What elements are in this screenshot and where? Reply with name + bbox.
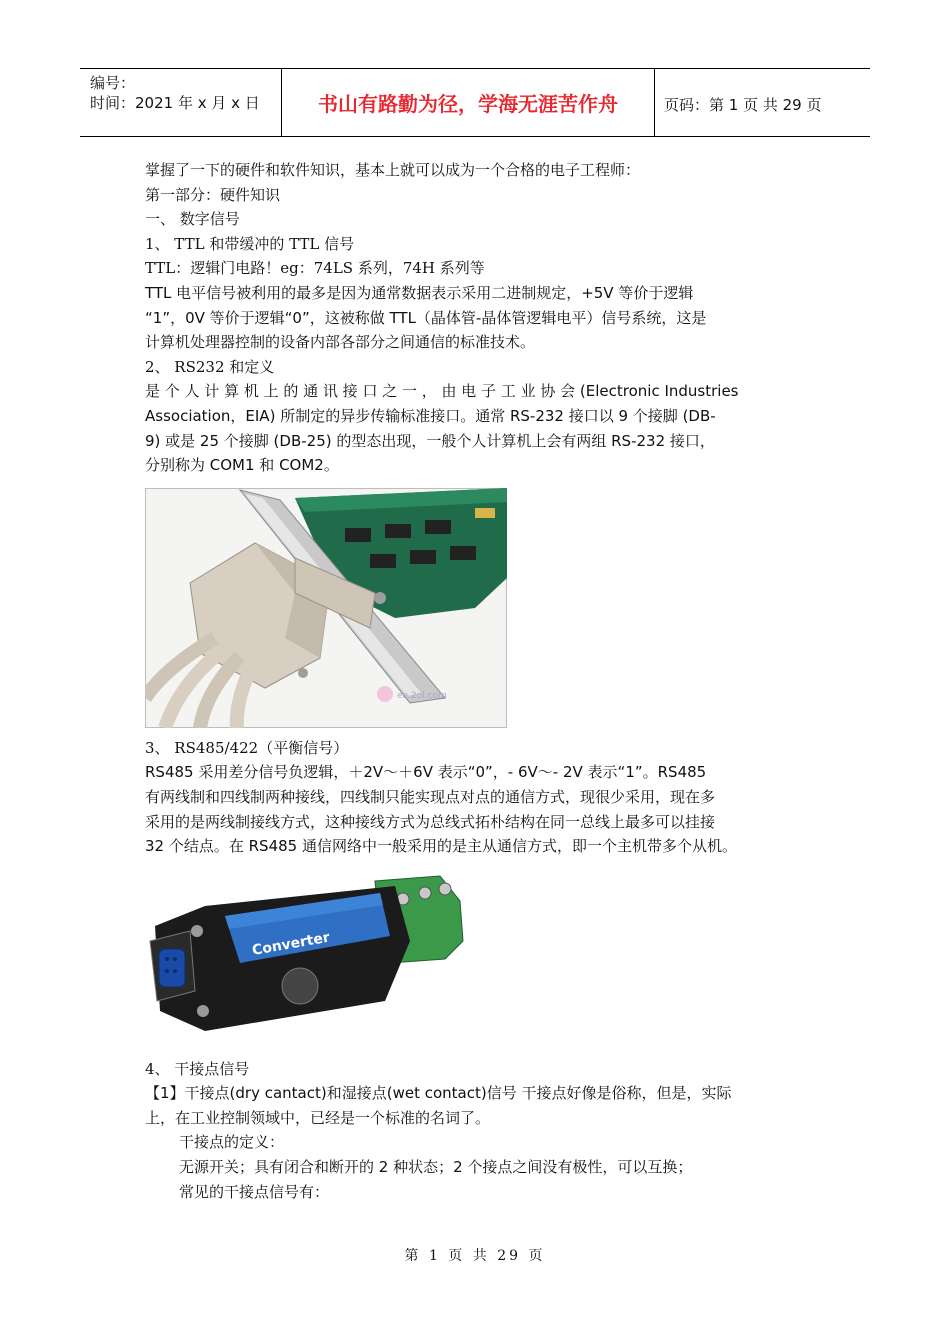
doc-date-label: 时间：2021 年 x 月 x 日 — [90, 94, 260, 112]
rs232-line-1: 是 个 人 计 算 机 上 的 通 讯 接 口 之 一 ， 由 电 子 工 业 协 会 (Electronic Industries — [145, 382, 739, 401]
ttl-line-3: “1”，0V 等价于逻辑“0”，这被称做 TTL（晶体管-晶体管逻辑电平）信号系统，这是 — [145, 308, 707, 327]
header-top-rule — [80, 68, 870, 69]
dry-contact-definition-heading: 干接点的定义： — [179, 1133, 285, 1152]
document-body — [145, 158, 810, 1204]
rs485-converter-photo — [145, 871, 470, 1051]
subsection-heading-dry-contact: 4、 干接点信号 — [145, 1059, 250, 1078]
rs232-card-image — [145, 488, 507, 728]
header-divider-right — [654, 68, 655, 136]
subsection-heading-rs485: 3、 RS485/422（平衡信号） — [145, 738, 349, 757]
dry-contact-line-2: 上，在工业控制领域中，已经是一个标准的名词了。 — [145, 1108, 491, 1127]
header-motto: 书山有路勤为径，学海无涯苦作舟 — [318, 92, 618, 116]
converter-label-text: Converter — [250, 929, 331, 959]
ttl-line-4: 计算机处理器控制的设备内部各部分之间通信的标准技术。 — [145, 333, 536, 352]
rs232-photo-watermark: ee.2ol.com — [397, 690, 447, 701]
rs485-line-3: 采用的是两线制接线方式，这种接线方式为总线式拓朴结构在同一总线上最多可以挂接 — [145, 812, 716, 831]
dry-contact-line-1: 【1】干接点(dry cantact)和湿接点(wet contact)信号 干接点好像是俗称，但是，实际 — [145, 1084, 732, 1103]
rs485-line-2: 有两线制和四线制两种接线，四线制只能实现点对点的通信方式，现很少采用，现在多 — [145, 787, 716, 806]
dry-contact-examples-heading: 常见的干接点信号有： — [179, 1182, 330, 1201]
header-bottom-rule — [80, 136, 870, 137]
rs485-converter-image — [145, 871, 470, 1051]
ttl-line-1: TTL：逻辑门电路！eg：74LS 系列，74H 系列等 — [145, 259, 485, 278]
intro-paragraph: 掌握了一下的硬件和软件知识，基本上就可以成为一个合格的电子工程师： — [145, 161, 641, 179]
page-footer: 第 1 页 共 29 页 — [404, 1248, 546, 1264]
rs232-line-2: Association，EIA) 所制定的异步传输标准接口。通常 RS-232 接口以 9 个接脚 (DB- — [145, 406, 716, 425]
section-heading: 一、 数字信号 — [145, 210, 240, 229]
subsection-heading-ttl: 1、 TTL 和带缓冲的 TTL 信号 — [145, 234, 355, 253]
part-heading: 第一部分：硬件知识 — [145, 185, 281, 204]
subsection-heading-rs232: 2、 RS232 和定义 — [145, 357, 275, 376]
ttl-line-2: TTL 电平信号被利用的最多是因为通常数据表示采用二进制规定，+5V 等价于逻辑 — [145, 283, 694, 302]
rs485-line-4: 32 个结点。在 RS485 通信网络中一般采用的是主从通信方式，即一个主机带多个从机。 — [145, 837, 737, 856]
rs232-line-3: 9) 或是 25 个接脚 (DB-25) 的型态出现，一般个人计算机上会有两组 RS-232 接口， — [145, 431, 715, 450]
rs232-line-4: 分别称为 COM1 和 COM2。 — [145, 456, 339, 475]
doc-number-label: 编号： — [90, 74, 136, 92]
rs485-line-1: RS485 采用差分信号负逻辑，＋2V～＋6V 表示“0”，- 6V～- 2V 表示“1”。RS485 — [145, 763, 707, 782]
rs232-card-photo — [145, 488, 507, 728]
page-number-label: 页码：第 1 页 共 29 页 — [664, 96, 822, 114]
dry-contact-definition: 无源开关；具有闭合和断开的 2 种状态；2 个接点之间没有极性，可以互换； — [179, 1158, 693, 1177]
